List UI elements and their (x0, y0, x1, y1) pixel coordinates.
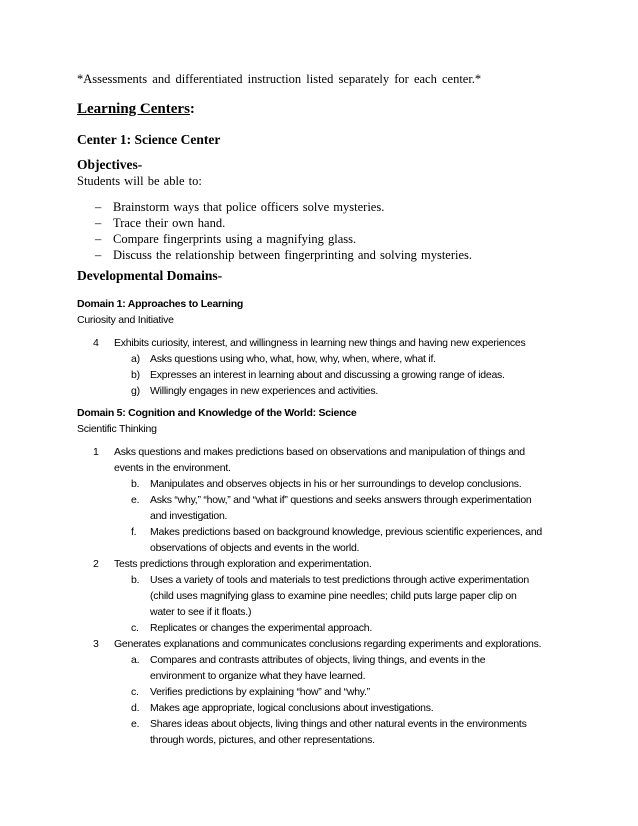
standard-number: 4 (93, 337, 99, 349)
indicator-letter: a. (131, 654, 140, 666)
learning-centers-heading (77, 101, 195, 118)
indicator-letter: d. (131, 702, 140, 714)
standard-text: Generates explanations and communicates conclusions regarding experiments and explorations. (114, 638, 542, 650)
indicator-letter: b. (131, 478, 140, 490)
indicator-text-continued: observations of objects and events in the world. (150, 542, 360, 554)
objective-text: Discuss the relationship between fingerprinting and solving mysteries. (113, 248, 473, 262)
indicator-text: Manipulates and observes objects in his or her surroundings to develop conclusions. (150, 478, 522, 490)
domain1-title: Domain 1: Approaches to Learning (77, 298, 244, 310)
indicator-letter: a) (131, 353, 140, 365)
dash-bullet: – (95, 200, 102, 214)
objective-item (95, 231, 472, 247)
indicator-letter: b. (131, 574, 140, 586)
indicator-text: Makes age appropriate, logical conclusions about investigations. (150, 702, 434, 714)
developmental-domains-heading: Developmental Domains- (77, 268, 223, 283)
indicator-text: Willingly engages in new experiences and activities. (150, 385, 379, 397)
indicator-text-continued: water to see if it floats.) (150, 606, 252, 618)
objective-item (95, 199, 472, 215)
dash-bullet: – (95, 216, 102, 230)
indicator-text: Compares and contrasts attributes of objects, living things, and events in the (150, 654, 486, 666)
indicator-text: Asks questions using who, what, how, why, when, where, what if. (150, 353, 436, 365)
standard-text: Exhibits curiosity, interest, and willingness in learning new things and having new experiences (114, 337, 526, 349)
dash-bullet: – (95, 248, 102, 262)
learning-centers-heading-text: Learning Centers (77, 101, 190, 117)
indicator-text: Shares ideas about objects, living things and other natural events in the environments (150, 718, 527, 730)
indicator-letter: f. (131, 526, 137, 538)
indicator-letter: g) (131, 385, 140, 397)
assessment-note: *Assessments and differentiated instruction listed separately for each center.* (77, 72, 482, 86)
domain1-subtitle: Curiosity and Initiative (77, 314, 174, 326)
indicator-text: Asks “why,” “how,” and “what if” questions and seeks answers through experimentation (150, 494, 532, 506)
learning-centers-colon: : (189, 101, 195, 117)
standard-text: Tests predictions through exploration and experimentation. (114, 558, 372, 570)
standard-number: 2 (93, 558, 99, 570)
domain5-subtitle: Scientific Thinking (77, 423, 157, 435)
center-heading: Center 1: Science Center (77, 132, 221, 147)
objective-item (95, 247, 472, 263)
indicator-text: Expresses an interest in learning about and discussing a growing range of ideas. (150, 369, 505, 381)
objective-text: Brainstorm ways that police officers solve mysteries. (113, 200, 385, 214)
standard-text-continued: events in the environment. (114, 462, 231, 474)
indicator-text: Verifies predictions by explaining “how” and “why.” (150, 686, 370, 698)
objective-item (95, 215, 472, 231)
indicator-text: Makes predictions based on background knowledge, previous scientific experiences, and (150, 526, 542, 538)
domain5-title: Domain 5: Cognition and Knowledge of the World: Science (77, 407, 357, 419)
indicator-letter: b) (131, 369, 140, 381)
standard-number: 1 (93, 446, 99, 458)
standard-text: Asks questions and makes predictions based on observations and manipulation of things and (114, 446, 525, 458)
objectives-intro: Students will be able to: (77, 174, 202, 188)
indicator-letter: e. (131, 494, 140, 506)
objective-text: Trace their own hand. (113, 216, 226, 230)
indicator-text-continued: environment to organize what they have learned. (150, 670, 366, 682)
standard-number: 3 (93, 638, 99, 650)
objective-text: Compare fingerprints using a magnifying glass. (113, 232, 357, 246)
indicator-text-continued: through words, pictures, and other representations. (150, 734, 375, 746)
indicator-text: Replicates or changes the experimental approach. (150, 622, 373, 634)
objectives-list (95, 199, 472, 263)
indicator-letter: e. (131, 718, 140, 730)
objectives-heading: Objectives- (77, 157, 143, 172)
indicator-letter: c. (131, 686, 139, 698)
dash-bullet: – (95, 232, 102, 246)
indicator-text-continued: and investigation. (150, 510, 228, 522)
indicator-text: Uses a variety of tools and materials to test predictions through active experimentation (150, 574, 529, 586)
indicator-letter: c. (131, 622, 139, 634)
indicator-text-continued: (child uses magnifying glass to examine pine needles; child puts large paper clip on (150, 590, 517, 602)
